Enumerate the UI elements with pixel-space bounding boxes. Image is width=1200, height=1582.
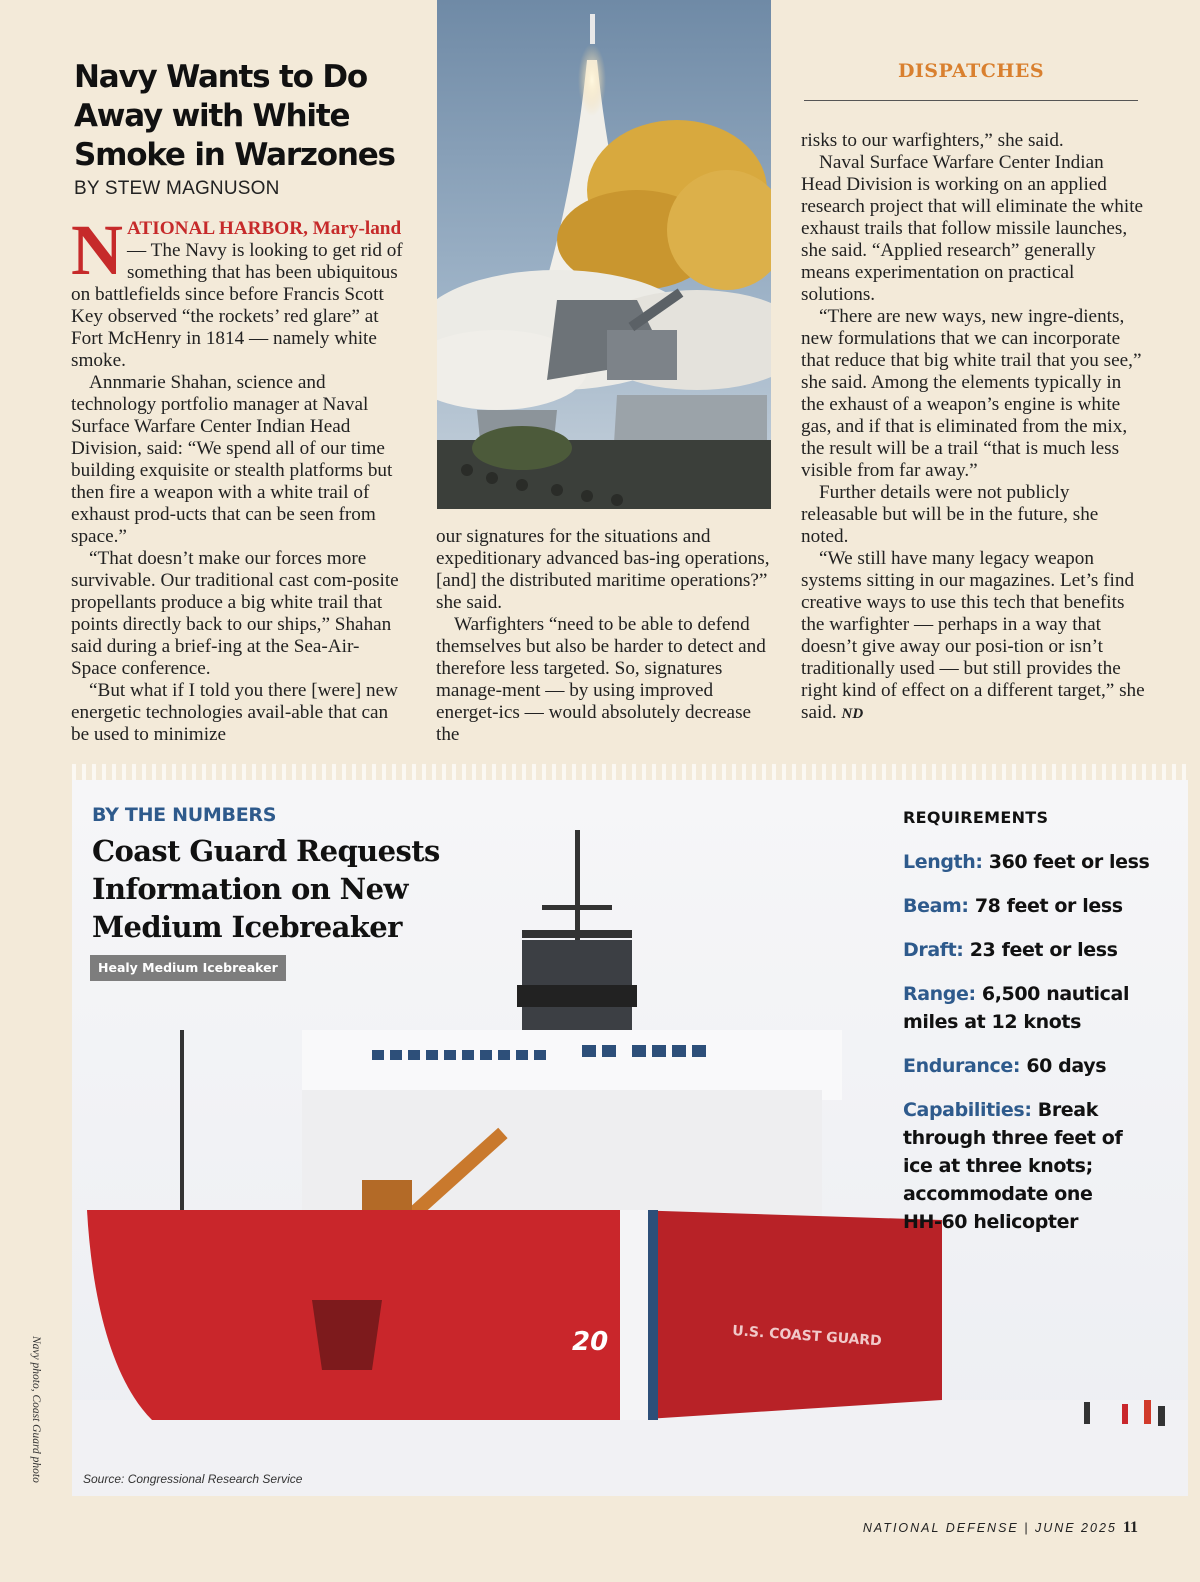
page-number: 11 — [1122, 1519, 1138, 1536]
requirement-value: 60 days — [1026, 1055, 1107, 1077]
publication-info: NATIONAL DEFENSE | JUNE 2025 — [862, 1521, 1117, 1535]
paragraph: “That doesn’t make our forces more survivable. Our traditional cast com-posite propellants produce a big white trail that points directly back to our ships,” Shahan said during a brief-ing at the Sea-Air-Space conference. — [71, 548, 399, 679]
source-note: Source: Congressional Research Service — [83, 1472, 303, 1486]
section-kicker: BY THE NUMBERS — [92, 804, 277, 826]
paragraph: “But what if I told you there [were] new energetic technologies avail-able that can be used to minimize — [71, 680, 399, 745]
requirement-label: Capabilities: — [903, 1099, 1032, 1121]
requirement-value: 360 feet or less — [988, 851, 1150, 873]
requirement-label: Range: — [903, 983, 976, 1005]
paragraph: “There are new ways, new ingre-dients, new formulations that we can incorporate that reduce that big white trail that you see,” she said. Among the elements typically in the exhaust of a weapon’s engine is white gas, and if that is eliminated from the mix, the result will be a trail “that is much less visible from far away.” — [801, 306, 1142, 481]
paragraph — [801, 548, 1146, 725]
article-title: Navy Wants to Do Away with White Smoke in Warzones — [74, 59, 395, 173]
requirement-label: Draft: — [903, 939, 964, 961]
requirement-value: 23 feet or less — [969, 939, 1118, 961]
paragraph: risks to our warfighters,” she said. — [801, 130, 1064, 151]
article-column-3 — [801, 130, 1146, 725]
section-rule — [804, 100, 1138, 101]
article-column-1 — [71, 210, 403, 746]
requirement-item — [903, 892, 1153, 920]
article-column-2 — [436, 526, 770, 746]
dropcap: N — [71, 210, 123, 290]
requirement-label: Beam: — [903, 895, 969, 917]
lead-text: — The Navy is looking to get rid of something that has been ubiquitous on battlefields since before Francis Scott Key observed “the rockets’ red glare” at Fort McHenry in 1814 — namely white smoke. — [71, 240, 403, 371]
requirement-value: 6,500 nautical miles at 12 knots — [903, 983, 1130, 1033]
byline: BY STEW MAGNUSON — [74, 178, 280, 199]
dateline: ATIONAL HARBOR, Mary-land — [127, 218, 402, 239]
feature-title: Coast Guard Requests Information on New Medium Icebreaker — [92, 834, 440, 944]
requirement-value: 78 feet or less — [974, 895, 1123, 917]
paragraph: Annmarie Shahan, science and technology portfolio manager at Naval Surface Warfare Center Indian Head Division, said: “We spend all of our time building exquisite or stealth platforms but then fire a weapon with a white trail of exhaust prod-ucts that can be seen from space.” — [71, 372, 393, 547]
requirement-item — [903, 980, 1153, 1036]
paragraph: Further details were not publicly releasable but will be in the future, she noted. — [801, 482, 1099, 547]
requirement-item — [903, 1096, 1133, 1236]
page-footer — [863, 1519, 1138, 1537]
photo-credit: Navy photo, Coast Guard photo — [30, 1336, 42, 1483]
paragraph: Warfighters “need to be able to defend themselves but also be harder to detect and therefore less targeted. So, signatures manage-ment — by using improved energet-ics — would absolutely decrease the — [436, 614, 766, 745]
requirement-item — [903, 1052, 1153, 1080]
dotted-divider — [72, 764, 1188, 780]
requirement-label: Endurance: — [903, 1055, 1021, 1077]
missile-launch-photo — [437, 0, 771, 509]
end-mark: ND — [841, 706, 864, 722]
paragraph-text: “We still have many legacy weapon systems sitting in our magazines. Let’s find creative ways to use this tech that benefits the warfighter — perhaps in a way that doesn’t give away our posi-tion or isn’t traditionally used — but still provides the right kind of effect on a different target,” she said. — [801, 548, 1145, 723]
requirement-item — [903, 848, 1153, 876]
photo-caption: Healy Medium Icebreaker — [90, 955, 286, 981]
paragraph: our signatures for the situations and expeditionary advanced bas-ing operations, [and] the distributed maritime operations?” she said. — [436, 526, 770, 613]
paragraph: Naval Surface Warfare Center Indian Head Division is working on an applied research project that will eliminate the white exhaust trails that follow missile launches, she said. “Applied research” generally means experimentation on practical solutions. — [801, 152, 1144, 305]
requirements-title: REQUIREMENTS — [903, 808, 1049, 827]
hull-number: 20 — [572, 1327, 609, 1357]
requirement-label: Length: — [903, 851, 983, 873]
requirement-item — [903, 936, 1153, 964]
lead-paragraph — [71, 210, 403, 372]
requirement-value: Break through three feet of ice at three knots; accommodate one HH-60 helicopter — [903, 1099, 1123, 1233]
section-label: DISPATCHES — [897, 60, 1045, 82]
hull-text: U.S. COAST GUARD — [731, 1323, 883, 1350]
